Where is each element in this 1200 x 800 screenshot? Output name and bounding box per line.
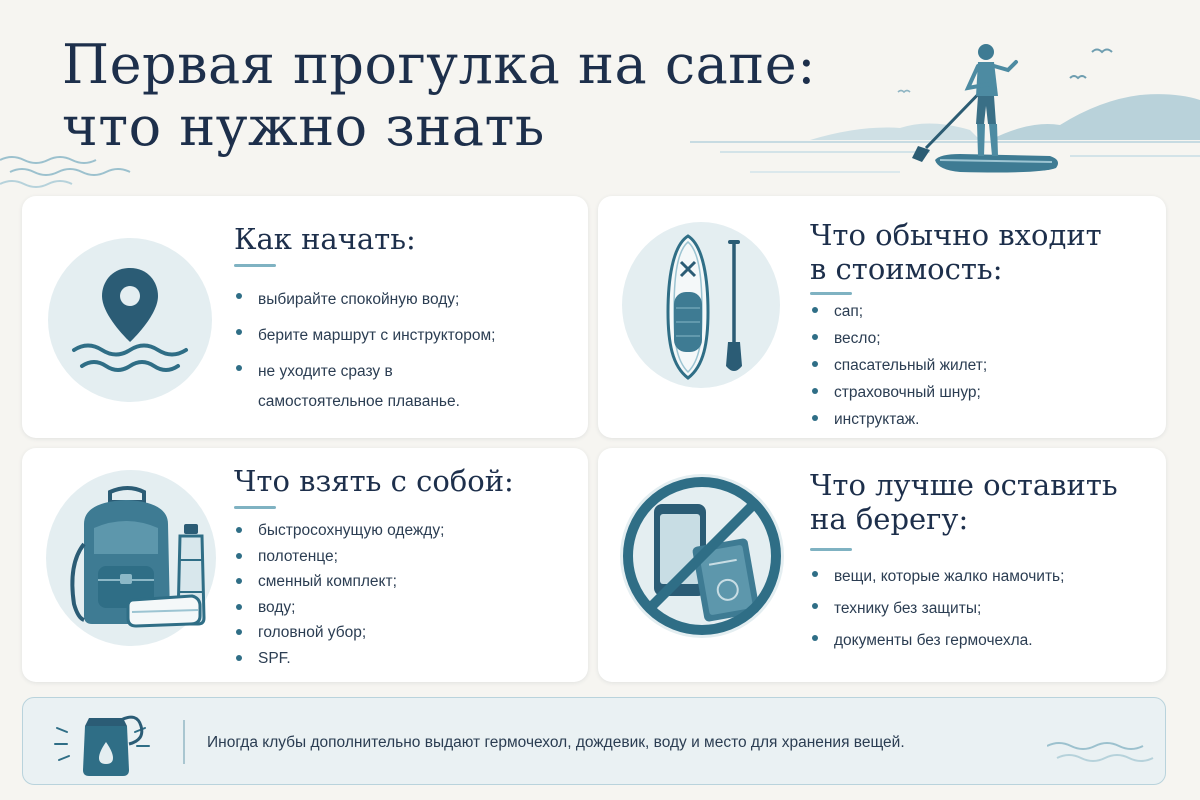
card-what-to-bring: [22, 448, 588, 682]
card-title: [810, 468, 1118, 536]
card-how-to-start: [22, 196, 588, 438]
list-item: вещи, которые жалко намочить;: [810, 562, 1150, 592]
card-title: [810, 218, 1102, 286]
bring-list: [234, 518, 574, 671]
page-title-line-1: Первая прогулка на сапе:: [62, 33, 816, 96]
card-title-line-2: в стоимость:: [810, 252, 1003, 286]
no-phone-documents-icon: [616, 470, 788, 642]
list-item: документы без гермочехла.: [810, 626, 1150, 656]
sup-board-paddle-icon: [654, 232, 754, 382]
title-underline: [810, 292, 852, 295]
footer-note-text: Иногда клубы дополнительно выдают гермочехол, дождевик, воду и место для хранения вещей.: [207, 734, 905, 751]
list-item: берите маршрут с инструктором;: [234, 320, 574, 352]
list-item: сап;: [810, 298, 1140, 325]
card-title: Как начать:: [234, 222, 416, 256]
dry-bag-icon: [51, 706, 161, 780]
card-title-line-2: на берегу:: [810, 502, 969, 536]
footer-divider: [183, 720, 185, 764]
list-item: полотенце;: [234, 544, 574, 570]
waves-decoration-icon: [1047, 738, 1157, 770]
list-item: спасательный жилет;: [810, 352, 1140, 379]
list-item: воду;: [234, 595, 574, 621]
list-item: инструктаж.: [810, 406, 1140, 433]
title-underline: [810, 548, 852, 551]
sup-paddler-illustration-icon: [600, 0, 1200, 190]
title-underline: [234, 506, 276, 509]
list-item: выбирайте спокойную воду;: [234, 284, 574, 316]
footer-note-box: [22, 697, 1166, 785]
location-pin-waves-icon: [68, 258, 192, 382]
card-title: Что взять с собой:: [234, 464, 514, 498]
card-title-line-1: Что обычно входит: [810, 218, 1102, 252]
list-item-continuation: самостоятельное плаванье.: [258, 393, 460, 410]
list-item: быстросохнущую одежду;: [234, 518, 574, 544]
list-item: весло;: [810, 325, 1140, 352]
backpack-bottle-towel-icon: [54, 484, 214, 634]
start-list: [234, 284, 574, 416]
list-item: страховочный шнур;: [810, 379, 1140, 406]
list-item: технику без защиты;: [810, 594, 1150, 624]
card-title-line-1: Что лучше оставить: [810, 468, 1118, 502]
card-whats-included: [598, 196, 1166, 438]
leave-list: [810, 562, 1150, 656]
list-item: сменный комплект;: [234, 569, 574, 595]
included-list: [810, 298, 1140, 433]
title-underline: [234, 264, 276, 267]
list-item: головной убор;: [234, 620, 574, 646]
list-item: SPF.: [234, 646, 574, 672]
card-leave-on-shore: [598, 448, 1166, 682]
list-item: не уходите сразу в: [234, 356, 574, 388]
page-title-line-2: что нужно знать: [62, 95, 545, 158]
